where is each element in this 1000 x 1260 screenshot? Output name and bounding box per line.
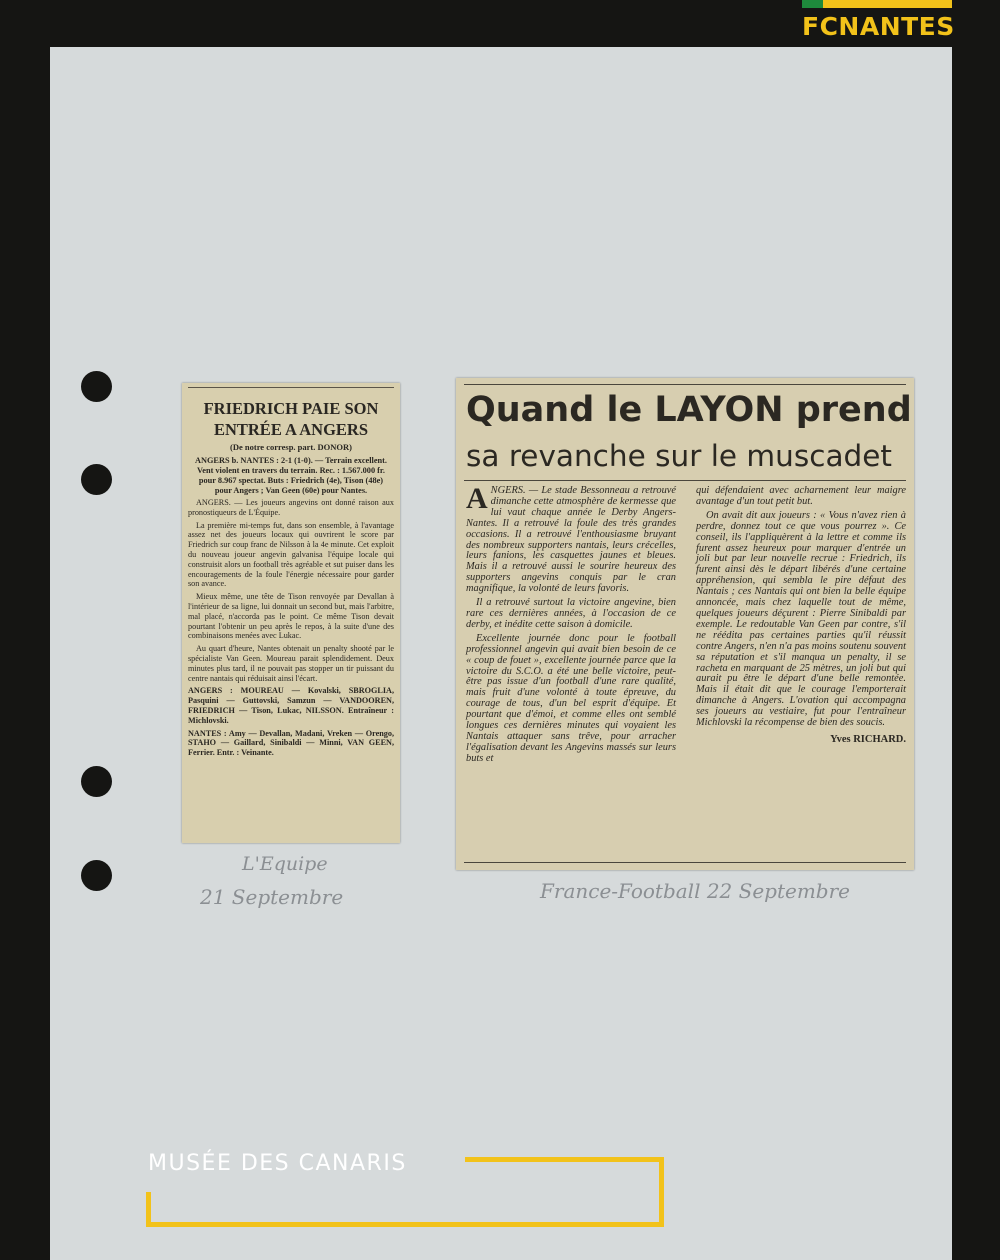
paragraph: ANGERS. — Le stade Bessonneau a retrouvé dimanche cette atmosphère de kermesse que lui vaut chaque année le Derby Angers-Nantes. Il a retrouvé la foule des très grandes occasions. Il a retrouvé l'enthousiasme bruyant des nombreux supporters nantais, leurs crécelles, leurs fanions, les casquettes jaunes et bleues. Mais il a retrouvé aussi le sourire heureux des supporters angevins conquis par le cran magnifique, la volonté de leurs favoris. [466,482,676,595]
divider [464,862,906,863]
frame-line-bottom [146,1222,664,1227]
handwritten-source-left-line2: 21 Septembre [200,885,344,909]
clipping-byline: (De notre corresp. part. DONOR) [230,442,352,452]
lineup-angers: ANGERS : MOUREAU — Kovalski, SBROGLIA, Pasquini — Guttovski, Samzun — VANDOOREN, FRIEDRICH — Tison, Lukac, NILSSON. Entraîneur : Michlovski. [188,686,394,725]
divider [464,384,906,385]
clipping-body [182,498,400,758]
newspaper-clipping-equipe [182,383,400,843]
article-headline-line1: Quand le LAYON prend [466,390,912,430]
frame-line-right [659,1157,664,1227]
newspaper-clipping-france-football [456,378,914,870]
handwritten-source-right: France-Football 22 Septembre [540,879,850,903]
punch-hole [81,464,112,495]
paragraph: La première mi-temps fut, dans son ensemble, à l'avantage assez net des joueurs locaux qui ouvrirent le score par Friedrich sur coup franc de Nilsson à la 4e minute. Cet exploit du nouveau joueur angevin galvanisa l'équipe locale qui construisit alors un football très agréable et sut puiser dans les encouragements de la foule l'énergie nécessaire pour garder son avance. [188,520,394,589]
handwritten-source-left-line1: L'Equipe [242,853,328,875]
article-column-2 [696,486,906,768]
paragraph: Mieux même, une tête de Tison renvoyée par Devallan à l'intérieur de sa ligne, lui donnait un second but, mais l'arbitre, mal placé, n'accorda pas le point. Ce même Tison devait pourtant l'obtenir un peu après le repos, à la suite d'une des combinaisons menées avec Lukac. [188,592,394,641]
punch-hole [81,371,112,402]
paragraph: qui défendaient avec acharnement leur maigre avantage d'un tout petit but. [696,485,906,507]
article-columns [466,482,906,768]
paragraph: Excellente journée donc pour le football professionnel angevin qui avait bien besoin de ce « coup de fouet », excellente journée parce que la victoire du S.C.O. a été une belle victoire, peut-être pas issue d'un football d'une rare qualité, mais fruit d'une volonté à toute épreuve, du courage de tous, d'un bel esprit d'équipe. Et pourtant que d'émoi, et comme elles ont semblé longues ces dernières minutes qui voyaient les Nantais attaquer sans trêve, pour arracher l'égalisation devant les Angevins massés sur leurs buts et [466,632,676,764]
frame-line-top [465,1157,664,1162]
lineup-nantes: NANTES : Amy — Devallan, Madani, Vreken — Orengo, STAHO — Gaillard, Sinibaldi — Minni, VAN GEEN, Ferrier. Entr. : Veinante. [188,728,394,758]
museum-label: MUSÉE DES CANARIS [148,1151,407,1176]
author-signature: Yves RICHARD. [830,733,906,745]
paragraph: Au quart d'heure, Nantes obtenait un penalty shooté par le spécialiste Van Geen. Moureau parait splendidement. Deux minutes plus tard, il ne pouvait pas stopper un tir puissant du centre nantais qui réduisait ainsi l'écart. [188,644,394,683]
clipping-title-line2: ENTRÉE A ANGERS [213,420,369,439]
brand-logo [802,0,955,46]
frame-line-left [146,1192,151,1227]
brand-stripe [802,0,952,8]
article-headline-line2: sa revanche sur le muscadet [466,439,892,473]
divider [188,387,394,388]
brand-name: FCNANTES [802,12,955,41]
punch-hole [81,766,112,797]
paragraph: On avait dit aux joueurs : « Vous n'avez rien à perdre, donnez tout ce que vous pourrez ». Ce conseil, ils l'appliquèrent à la lettre et comme ils furent assez heureux pour marquer d'entrée un joli but par leur nouvelle recrue : Friedrich, ils furent ainsi dès le départ libérés d'une certaine appréhension, qui sembla le pire défaut des Nantais ; ces Nantais qui ont bien la belle équipe annoncée, mais chez laquelle tout de même, quelques joueurs déçurent : Pierre Sinibaldi par exemple. Le redoutable Van Geen par contre, s'il ne réédita pas certaines parties qu'il réussit contre Angers, n'en n'a pas moins soutenu souvent sa réputation et s'il manqua un penalty, il se racheta en marquant de 25 mètres, un joli but qui aurait pu être le départ d'une belle remontée. Mais il était dit que le courage l'emporterait dimanche à Angers. L'ovation qui accompagna ses joueurs au vestiaire, fut pour l'entraîneur Michlovski la récompense de bien des soucis. [696,509,906,729]
paragraph: Il a retrouvé surtout la victoire angevine, bien rare ces dernières années, à l'occasion de ce derby, et inédite cette saison à domicile. [466,597,676,630]
article-column-1 [466,482,676,768]
match-summary: ANGERS b. NANTES : 2-1 (1-0). — Terrain excellent. Vent violent en travers du terrain. Rec. : 1.567.000 fr. pour 8.967 spectat. Buts : Friedrich (4e), Tison (48e) pour Angers ; Van Geen (60e) pour Nantes. [195,456,387,495]
archive-sheet [50,47,952,1260]
divider [464,480,906,481]
paragraph: ANGERS. — Les joueurs angevins ont donné raison aux pronostiqueurs de L'Équipe. [188,498,394,517]
clipping-title-line1: FRIEDRICH PAIE SON [203,399,379,418]
dropcap: A [466,482,488,515]
punch-hole [81,860,112,891]
